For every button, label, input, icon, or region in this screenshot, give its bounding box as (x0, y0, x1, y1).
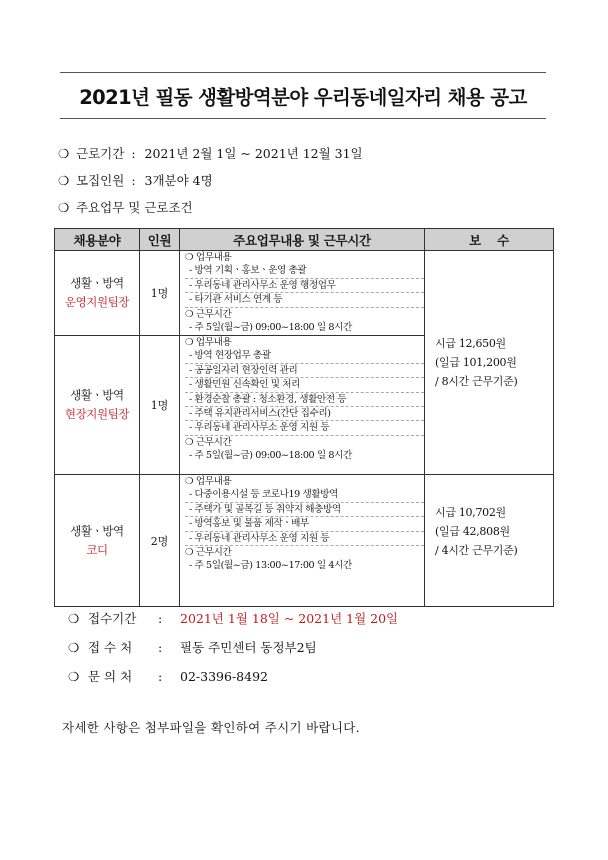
info-work-period: ❍ 근로기간 : 2021년 2월 1일 ~ 2021년 12월 31일 (58, 146, 363, 161)
application-place: ❍ 접 수 처 : 필동 주민센터 동정부2팀 (68, 640, 317, 655)
title-rule-top (60, 72, 546, 73)
pay-cell-full: 시급 12,650원 (일급 101,200원 / 8시간 근무기준) (425, 251, 554, 475)
field-cell: 생활ㆍ방역 운영지원팀장 (55, 251, 140, 336)
duties-cell: ❍ 업무내용 - 방역 현장업무 총괄 - 공공일자리 현장인력 관리 - 생활민원 신속확인 및 처리 - 환경순찰 총괄 : 청소환경, 생활안전 등 - 주택 유지관리서비스(간단 집수리) - 우리동네 관리사무소 운영 지원 등 ❍ 근무시간 - 주 5일(월~금) 09:00~18:00 일 8시간 (180, 336, 425, 475)
application-label: 접 수 처 (88, 640, 133, 655)
pay-cell-part: 시급 10,702원 (일급 42,808원 / 4시간 근무기준) (425, 475, 554, 607)
info-value: 2021년 2월 1일 ~ 2021년 12월 31일 (144, 146, 363, 161)
field-cell: 생활ㆍ방역 현장지원팀장 (55, 336, 140, 475)
circle-bullet-icon: ❍ (68, 669, 80, 684)
info-duties-heading (58, 198, 193, 216)
application-label: 문 의 처 (88, 669, 133, 684)
table-row (55, 251, 554, 336)
circle-bullet-icon: ❍ (68, 611, 80, 626)
circle-bullet-icon: ❍ (58, 146, 70, 161)
application-period: ❍ 접수기간 : 2021년 1월 18일 ~ 2021년 1월 20일 (68, 611, 399, 626)
info-label: 근로기간 (76, 146, 125, 161)
circle-bullet-icon: ❍ (68, 640, 80, 655)
count-cell: 1명 (140, 251, 180, 336)
circle-bullet-icon: ❍ (58, 173, 70, 188)
application-value: 필동 주민센터 동정부2팀 (180, 640, 317, 655)
footer-note: 자세한 사항은 첨부파일을 확인하여 주시기 바랍니다. (62, 720, 360, 735)
header-count: 인원 (140, 229, 180, 251)
header-duties: 주요업무내용 및 근무시간 (180, 229, 425, 251)
header-field: 채용분야 (55, 229, 140, 251)
info-value: 3개분야 4명 (144, 173, 213, 188)
field-cell: 생활ㆍ방역 코디 (55, 475, 140, 607)
header-pay: 보 수 (425, 229, 554, 251)
info-label: 주요업무 및 근로조건 (76, 200, 193, 215)
info-label: 모집인원 (76, 173, 125, 188)
info-recruit-count: ❍ 모집인원 : 3개분야 4명 (58, 173, 213, 188)
count-cell: 2명 (140, 475, 180, 607)
table-row (55, 475, 554, 607)
duties-cell: ❍ 업무내용 - 방역 기획ㆍ홍보ㆍ운영 총괄 - 우리동네 관리사무소 운영 행정업무 - 타기관 서비스 연계 등 ❍ 근무시간 - 주 5일(월~금) 09:00~18:00 일 8시간 (180, 251, 425, 336)
table-header-row (55, 229, 554, 251)
page-title: 2021년 필동 생활방역분야 우리동네일자리 채용 공고 (79, 86, 527, 109)
count-cell: 1명 (140, 336, 180, 475)
jobs-table (54, 228, 554, 607)
application-value: 2021년 1월 18일 ~ 2021년 1월 20일 (180, 611, 399, 626)
application-label: 접수기간 (88, 611, 137, 626)
circle-bullet-icon: ❍ (58, 200, 70, 215)
application-value: 02-3396-8492 (180, 669, 268, 684)
duties-cell: ❍ 업무내용 - 다중이용시설 등 코로나19 생활방역 - 주택가 및 골목길 등 취약지 해충방역 - 방역홍보 및 물품 제작ㆍ배부 - 우리동네 관리사무소 운영 지원 등 ❍ 근무시간 - 주 5일(월~금) 13:00~17:00 일 4시간 (180, 475, 425, 607)
application-contact: ❍ 문 의 처 : 02-3396-8492 (68, 669, 268, 684)
title-rule-bottom (60, 118, 546, 119)
